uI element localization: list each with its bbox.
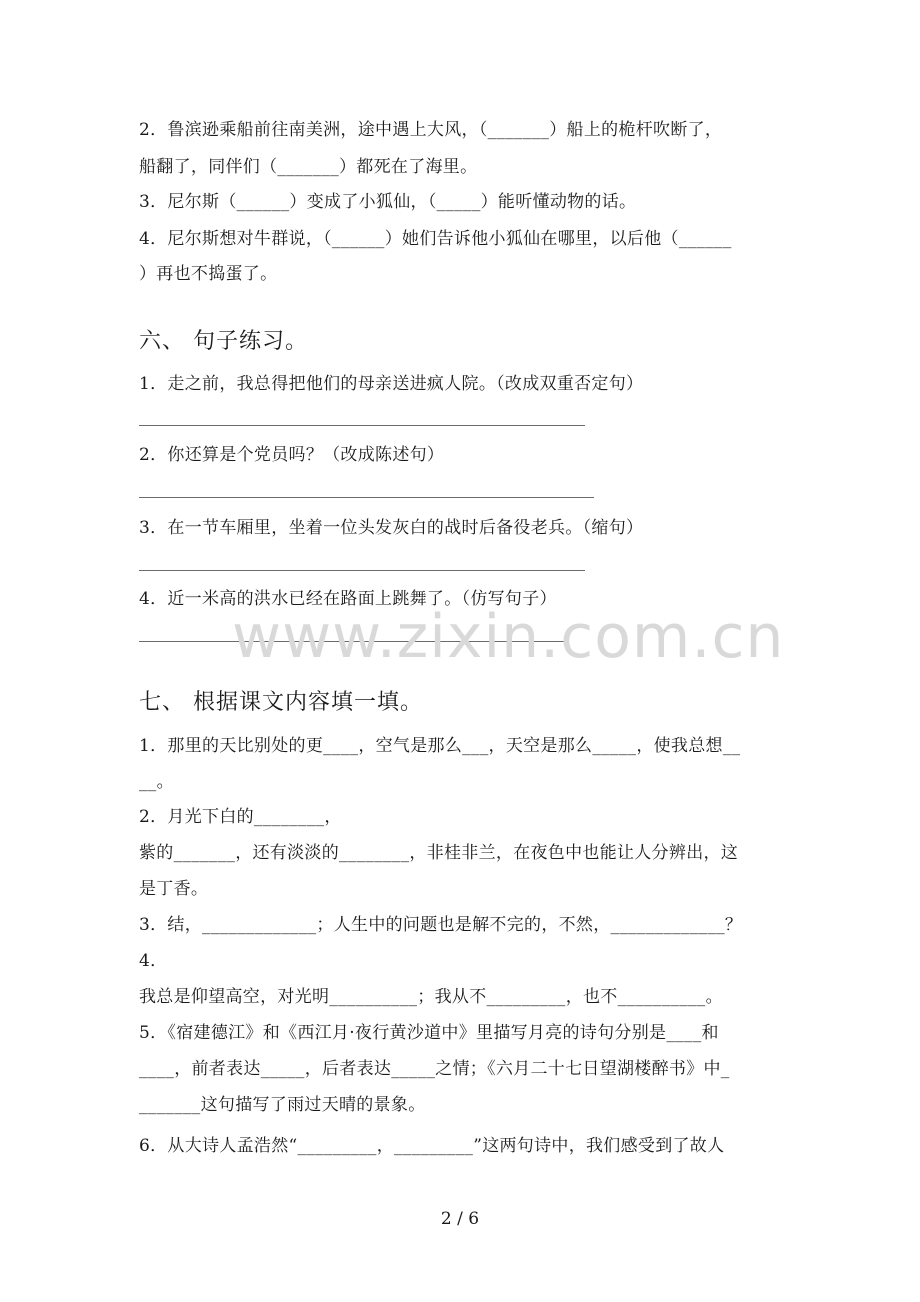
section7-line-12: 6．从大诗人孟浩然“_________，_________”这两句诗中，我们感受到了故人 <box>139 1136 725 1156</box>
section6-item-2: 2．你还算是个党员吗？（改成陈述句） <box>139 445 445 465</box>
section5-item-4-line1: 4．尼尔斯想对牛群说，（______）她们告诉他小狐仙在哪里，以后他（______ <box>139 229 732 249</box>
section7-line-6: 3．结，_____________；人生中的问题也是解不完的，不然，_____________？ <box>139 915 743 935</box>
section5-item-2-line1: 2．鲁滨逊乘船前往南美洲，途中遇上大风，（_______）船上的桅杆吹断了， <box>139 120 723 140</box>
section6-item-4: 4．近一米高的洪水已经在路面上跳舞了。（仿写句子） <box>139 589 557 609</box>
section6-title: 六、 句子练习。 <box>139 329 308 354</box>
answer-line-2 <box>139 497 594 498</box>
section5-item-4-line2: ）再也不捣蛋了。 <box>139 264 278 284</box>
watermark: www.zixin.com.cn <box>232 602 785 672</box>
section5-item-2-line2: 船翻了，同伴们（_______）都死在了海里。 <box>139 157 478 177</box>
section7-line-1: 1．那里的天比别处的更____，空气是那么___，天空是那么_____，使我总想__ <box>139 736 741 756</box>
section7-line-9: 5．《宿建德江》和《西江月·夜行黄沙道中》里描写月亮的诗句分别是____和 <box>139 1023 719 1043</box>
section7-line-3: 2．月光下白的________， <box>139 807 342 827</box>
answer-line-3 <box>139 570 585 571</box>
section7-line-5: 是丁香。 <box>139 879 209 899</box>
section7-line-11: _______这句描写了雨过天晴的景象。 <box>139 1095 426 1115</box>
section5-item-3: 3．尼尔斯（______）变成了小狐仙，（_____）能听懂动物的话。 <box>139 192 637 212</box>
section7-line-7: 4． <box>139 951 168 971</box>
page-number: 2 / 6 <box>440 1209 480 1229</box>
section7-line-4: 紫的_______，还有淡淡的________，非桂非兰，在夜色中也能让人分辨出，这 <box>139 843 739 863</box>
section6-item-3: 3．在一节车厢里，坐着一位头发灰白的战时后备役老兵。（缩句） <box>139 518 644 538</box>
section7-title: 七、 根据课文内容填一填。 <box>139 690 423 715</box>
section7-line-2: __。 <box>139 772 174 792</box>
section7-line-8: 我总是仰望高空，对光明__________；我从不_________，也不__________。 <box>139 987 723 1007</box>
answer-line-1 <box>139 425 585 426</box>
section7-line-10: ____，前者表达_____，后者表达_____之情；《六月二十七日望湖楼醉书》中_ <box>139 1059 730 1079</box>
section6-item-1: 1．走之前，我总得把他们的母亲送进疯人院。（改成双重否定句） <box>139 374 644 394</box>
